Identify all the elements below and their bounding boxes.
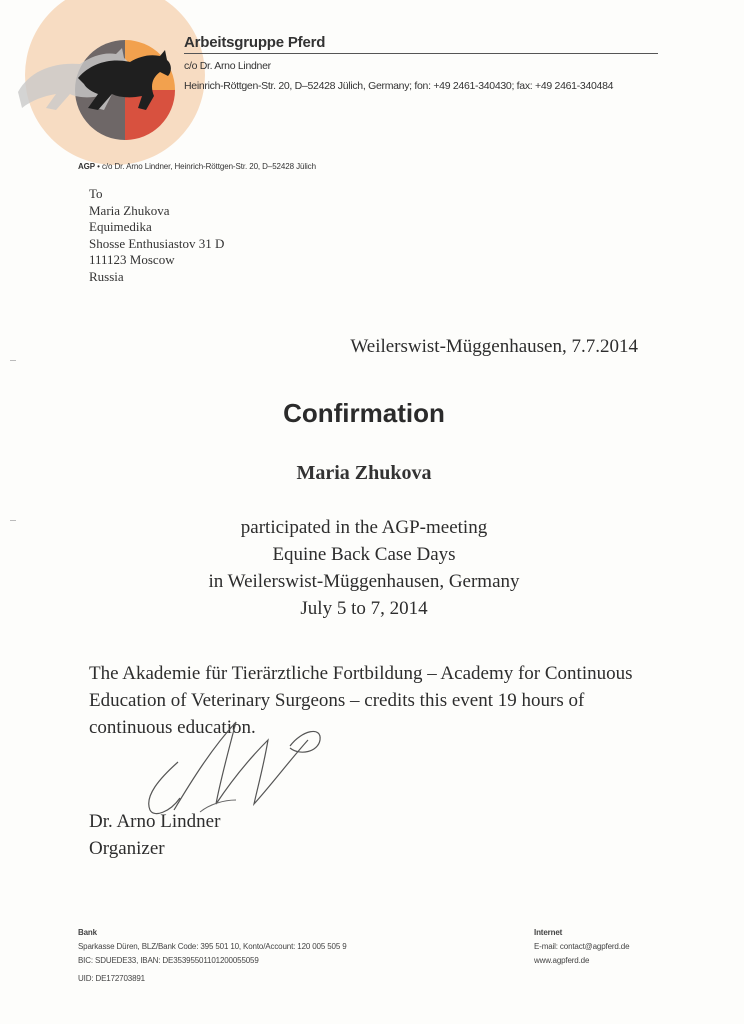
event-line: July 5 to 7, 2014 xyxy=(300,598,428,619)
sender-abbrev: AGP xyxy=(78,162,96,171)
bank-header: Bank xyxy=(78,928,97,937)
bank-line: BIC: SDUEDE33, IBAN: DE35395501101200055059 xyxy=(78,956,259,965)
address-line: Heinrich-Röttgen-Str. 20, D–52428 Jülich, Germany; fon: +49 2461-340430; fax: +49 2461-340484 xyxy=(184,80,614,92)
letterhead-rule xyxy=(184,53,658,54)
recipient-line: To xyxy=(89,186,103,201)
agp-logo xyxy=(0,0,210,185)
event-line: participated in the AGP-meeting xyxy=(240,517,488,538)
sender-address: • c/o Dr. Arno Lindner, Heinrich-Röttgen-Str. 20, D–52428 Jülich xyxy=(97,162,316,171)
fold-mark xyxy=(10,520,16,521)
internet-header: Internet xyxy=(534,928,563,937)
signer-role: Organizer xyxy=(89,838,165,859)
event-line: Equine Back Case Days xyxy=(272,544,456,565)
uid-line: UID: DE172703891 xyxy=(78,974,145,983)
care-of-line: c/o Dr. Arno Lindner xyxy=(184,60,271,72)
footer-bank xyxy=(78,926,347,986)
recipient-line: Russia xyxy=(89,268,124,284)
recipient-line: Shosse Enthusiastov 31 D xyxy=(89,235,225,251)
recipient-line: 111123 Moscow xyxy=(89,252,175,267)
recipient-address xyxy=(89,186,224,285)
bank-line: Sparkasse Düren, BLZ/Bank Code: 395 501 10, Konto/Account: 120 005 505 9 xyxy=(78,942,347,951)
place-date: Weilerswist-Müggenhausen, 7.7.2014 xyxy=(350,336,638,357)
fold-mark xyxy=(10,360,16,361)
signer-name: Dr. Arno Lindner xyxy=(89,811,221,832)
sender-return-line xyxy=(78,162,316,171)
event-line: in Weilerswist-Müggenhausen, Germany xyxy=(208,571,520,592)
participant-name: Maria Zhukova xyxy=(296,462,432,484)
recipient-line: Maria Zhukova xyxy=(89,202,170,218)
email-line: E-mail: contact@agpferd.de xyxy=(534,942,630,951)
recipient-line: Equimedika xyxy=(89,219,152,234)
org-name: Arbeitsgruppe Pferd xyxy=(184,34,326,51)
event-details xyxy=(0,514,728,622)
website-line: www.agpferd.de xyxy=(534,956,590,965)
credits-paragraph: The Akademie für Tierärztliche Fortbildung – Academy for Continuous Education of Veterinary Surgeons – credits this event 19 hours of continuous education. xyxy=(89,663,633,738)
signer-block xyxy=(89,808,220,862)
document-title: Confirmation xyxy=(283,398,445,428)
footer-internet xyxy=(534,926,629,968)
